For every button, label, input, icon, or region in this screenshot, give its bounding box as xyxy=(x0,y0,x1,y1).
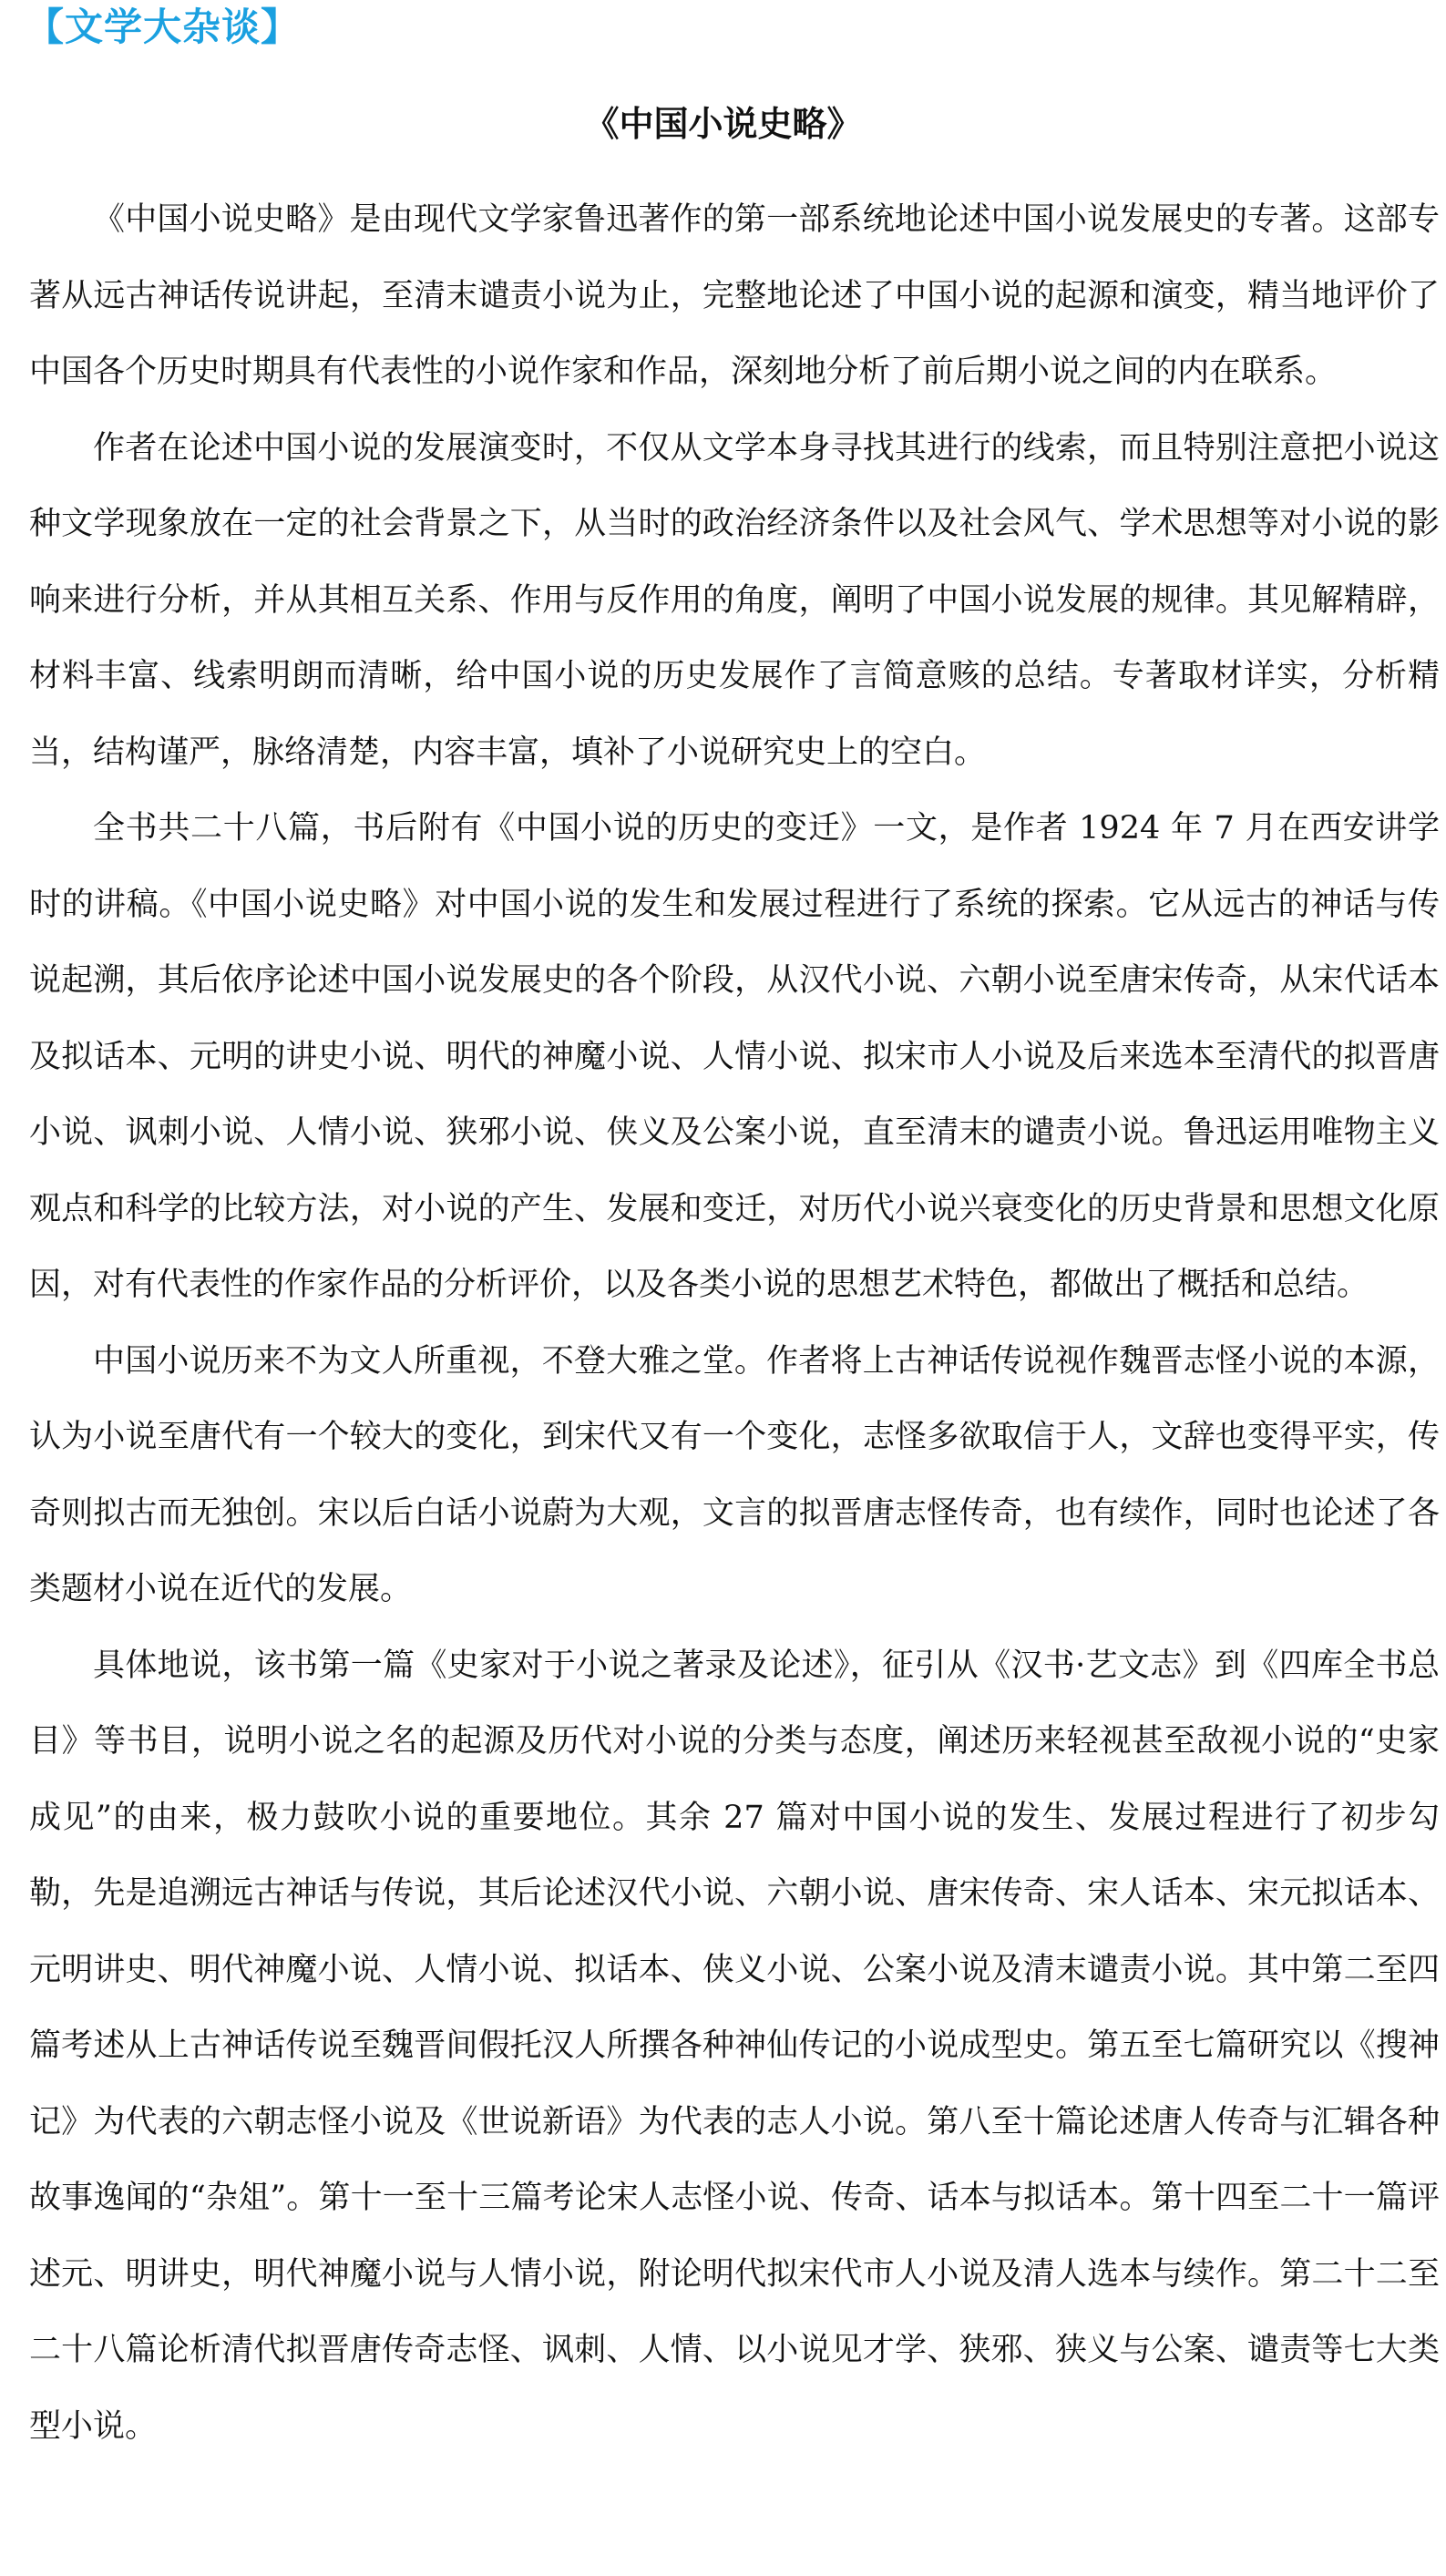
section-label: 【文学大杂谈】 xyxy=(26,5,301,49)
paragraph-3: 全书共二十八篇，书后附有《中国小说的历史的变迁》一文，是作者 1924 年 7 月在西安讲学时的讲稿。《中国小说史略》对中国小说的发生和发展过程进行了系统的探索。它从远古的神话与传说起溯，其后依序论述中国小说发展史的各个阶段，从汉代小说、六朝小说至唐宋传奇，从宋代话本及拟话本、元明的讲史小说、明代的神魔小说、人情小说、拟宋市人小说及后来选本至清代的拟晋唐小说、讽刺小说、人情小说、狭邪小说、侠义及公案小说，直至清末的谴责小说。鲁迅运用唯物主义观点和科学的比较方法，对小说的产生、发展和变迁，对历代小说兴衰变化的历史背景和思想文化原因，对有代表性的作家作品的分析评价，以及各类小说的思想艺术特色，都做出了概括和总结。 xyxy=(29,810,1440,1303)
paragraph-5: 具体地说，该书第一篇《史家对于小说之著录及论述》，征引从《汉书·艺文志》到《四库全书总目》等书目，说明小说之名的起源及历代对小说的分类与态度，阐述历来轻视甚至敌视小说的“史家成见”的由来，极力鼓吹小说的重要地位。其余 27 篇对中国小说的发生、发展过程进行了初步勾勒，先是追溯远古神话与传说，其后论述汉代小说、六朝小说、唐宋传奇、宋人话本、宋元拟话本、元明讲史、明代神魔小说、人情小说、拟话本、侠义小说、公案小说及清末谴责小说。其中第二至四篇考述从上古神话传说至魏晋间假托汉人所撰各种神仙传记的小说成型史。第五至七篇研究以《搜神记》为代表的六朝志怪小说及《世说新语》为代表的志人小说。第八至十篇论述唐人传奇与汇辑各种故事逸闻的“杂俎”。第十一至十三篇考论宋人志怪小说、传奇、话本与拟话本。第十四至二十一篇评述元、明讲史，明代神魔小说与人情小说，附论明代拟宋代市人小说及清人选本与续作。第二十二至二十八篇论析清代拟晋唐传奇志怪、讽刺、人情、以小说见才学、狭邪、狭义与公案、谴责等七大类型小说。 xyxy=(29,1647,1440,2445)
page-title: 《中国小说史略》 xyxy=(584,104,862,144)
paragraph-1: 《中国小说史略》是由现代文学家鲁迅著作的第一部系统地论述中国小说发展史的专著。这部专著从远古神话传说讲起，至清末谴责小说为止，完整地论述了中国小说的起源和演变，精当地评价了中国各个历史时期具有代表性的小说作家和作品，深刻地分析了前后期小说之间的内在联系。 xyxy=(29,201,1440,390)
paragraph-4: 中国小说历来不为文人所重视，不登大雅之堂。作者将上古神话传说视作魏晋志怪小说的本源，认为小说至唐代有一个较大的变化，到宋代又有一个变化，志怪多欲取信于人，文辞也变得平实，传奇则拟古而无独创。宋以后白话小说蔚为大观，文言的拟晋唐志怪传奇，也有续作，同时也论述了各类题材小说在近代的发展。 xyxy=(29,1342,1440,1607)
article-body xyxy=(29,182,1440,2465)
paragraph-2: 作者在论述中国小说的发展演变时，不仅从文学本身寻找其进行的线索，而且特别注意把小说这种文学现象放在一定的社会背景之下，从当时的政治经济条件以及社会风气、学术思想等对小说的影响来进行分析，并从其相互关系、作用与反作用的角度，阐明了中国小说发展的规律。其见解精辟，材料丰富、线索明朗而清晰，给中国小说的历史发展作了言简意赅的总结。专著取材详实，分析精当，结构谨严，脉络清楚，内容丰富，填补了小说研究史上的空白。 xyxy=(29,429,1440,771)
